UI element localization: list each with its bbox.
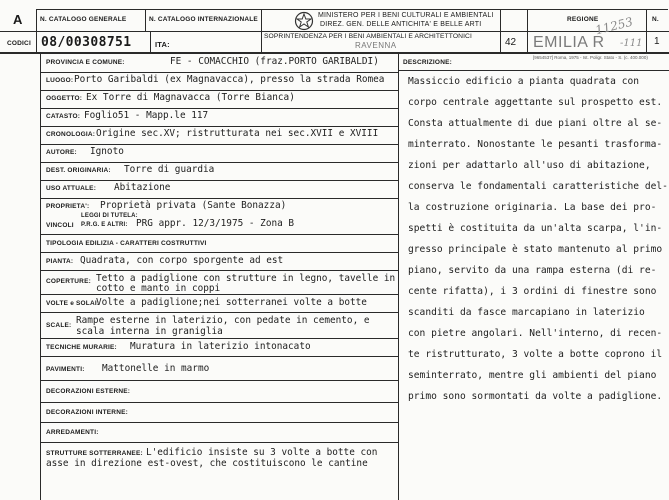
descrizione-line: corpo centrale aggettante sul prospetto est. [408, 97, 663, 108]
vincoli-label: VINCOLI [46, 222, 74, 229]
descrizione-rule [398, 70, 669, 71]
column-divider [398, 52, 399, 500]
pianta-label: PIANTA: [46, 258, 74, 265]
scale-label: SCALE: [46, 322, 72, 329]
proprieta-value: Proprietà privata (Sante Bonazza) [100, 200, 287, 211]
catalog-number: 08/00308751 [41, 35, 132, 50]
divider [40, 402, 398, 403]
catasto-label: CATASTO: [46, 113, 81, 120]
cronologia-value: Origine sec.XV; ristrutturata nei sec.XVII e XVIII [96, 128, 379, 139]
descrizione-line: con pietre angolari. Nell'interno, di recen- [408, 328, 663, 339]
descrizione-line: cente rifatta), i 3 ordini di finestre sono [408, 286, 657, 297]
provincia-value: FE - COMACCHIO (fraz.PORTO GARIBALDI) [170, 56, 379, 67]
divider [40, 72, 398, 73]
soprintendenza-city: RAVENNA [355, 41, 397, 50]
descrizione-line: seminterrato, mentre gli ambienti del piano [408, 370, 657, 381]
descrizione-line: scanditi da fasce marcapiano in laterizio [408, 307, 645, 318]
decorazioni-interne-label: DECORAZIONI INTERNE: [46, 409, 128, 416]
divider [40, 312, 398, 313]
header-bottom-line [0, 52, 669, 54]
pavimenti-value: Mattonelle in marmo [102, 363, 210, 374]
uso-attuale-label: USO ATTUALE: [46, 185, 97, 192]
descrizione-line: Massiccio edificio a pianta quadrata con [408, 76, 640, 87]
descrizione-line: la costruzione originaria. La base dei pro- [408, 202, 657, 213]
code-42: 42 [505, 37, 517, 48]
divider [40, 162, 398, 163]
descrizione-line: gresso principale è stato mantenuto al primo [408, 244, 663, 255]
dest-originaria-value: Torre di guardia [124, 164, 215, 175]
divider [40, 442, 398, 443]
strutture-value-1: L'edificio insiste su 3 volte a botte con [146, 447, 378, 458]
divider [40, 356, 398, 357]
divider [40, 338, 398, 339]
regione-value: EMILIA R [533, 34, 605, 51]
strutture-sotterranee-label: STRUTTURE SOTTERRANEE: [46, 450, 143, 457]
vincoli-value: PRG appr. 12/3/1975 - Zona B [136, 218, 295, 229]
divider [646, 9, 647, 52]
divider [40, 422, 398, 423]
ministry-line-2: DIREZ. GEN. DELLE ANTICHITA' E BELLE ARTI [320, 20, 482, 28]
descrizione-line: te ristrutturato, 3 volte a botte coprono il [408, 349, 663, 360]
decorazioni-esterne-label: DECORAZIONI ESTERNE: [46, 388, 131, 395]
descrizione-line: piano, servito da una rampa esterna (di re- [408, 265, 657, 276]
oggetto-label: OGGETTO: [46, 95, 83, 102]
divider [40, 108, 398, 109]
descrizione-line: Consta attualmente di due piani oltre al se- [408, 118, 663, 129]
n-label: N. [652, 16, 659, 23]
header-top-line [36, 9, 668, 10]
luogo-value: Porto Garibaldi (ex Magnavacca), presso la strada Romea [74, 74, 385, 85]
cronologia-label: CRONOLOGIA: [46, 131, 96, 138]
n-catalogo-internazionale-label: N. CATALOGO INTERNAZIONALE [149, 16, 258, 23]
proprieta-label: PROPRIETA': [46, 203, 90, 210]
pavimenti-label: PAVIMENTI: [46, 366, 85, 373]
n-catalogo-generale-label: N. CATALOGO GENERALE [40, 16, 127, 23]
tipologia-label: TIPOLOGIA EDILIZIA - CARATTERI COSTRUTTIVI [46, 240, 207, 247]
print-note: [9654537] Roma, 1975 - Ist. Poligr. Stato - S. (c. 400.000) [533, 55, 648, 60]
dest-originaria-label: DEST. ORIGINARIA: [46, 167, 111, 174]
coperture-label: COPERTURE: [46, 278, 91, 285]
divider [40, 198, 398, 199]
coperture-value-2: cotto e manto in coppi [96, 283, 221, 294]
divider [40, 126, 398, 127]
ministry-line-1: MINISTERO PER I BENI CULTURALI E AMBIENTALI [318, 12, 494, 19]
ministry-heading [318, 12, 494, 29]
catasto-value: Foglio51 - Mapp.le 117 [84, 110, 209, 121]
scale-value-2: scala interna in graniglia [76, 326, 223, 337]
strutture-value-2: asse in direzione est-ovest, che costituiscono le cantine [46, 458, 368, 469]
handwritten-number: 11253 [593, 14, 635, 38]
divider [40, 252, 398, 253]
prg-label: P.R.G. E ALTRI: [81, 222, 128, 228]
divider [40, 180, 398, 181]
divider [40, 234, 398, 235]
descrizione-line: conserva le fondamentali caratteristiche del- [408, 181, 668, 192]
soprintendenza: SOPRINTENDENZA PER I BENI AMBIENTALI E ARCHITETTONICI [264, 33, 472, 40]
divider [40, 144, 398, 145]
divider [261, 9, 262, 52]
divider [36, 9, 37, 52]
state-emblem-icon [294, 11, 314, 31]
autore-label: AUTORE: [46, 149, 77, 156]
divider [500, 9, 501, 52]
divider [527, 9, 528, 52]
scale-value-1: Rampe esterne in laterizio, con pedate in cemento, e [76, 315, 370, 326]
left-frame-line [40, 52, 41, 500]
regione-label: REGIONE [567, 16, 599, 23]
divider [150, 31, 151, 52]
descrizione-label: DESCRIZIONE: [403, 59, 452, 66]
leggi-tutela-label: LEGGI DI TUTELA: [81, 213, 138, 219]
header-mid-line [0, 31, 669, 32]
autore-value: Ignoto [90, 146, 124, 157]
descrizione-line: zioni per adattarlo all'uso di abitazione, [408, 160, 651, 171]
tecniche-murarie-value: Muratura in laterizio intonacato [130, 341, 311, 352]
volte-solai-value: Volte a padiglione;nei sotterranei volte a botte [96, 297, 367, 308]
oggetto-value: Ex Torre di Magnavacca (Torre Bianca) [86, 92, 295, 103]
divider [40, 380, 398, 381]
codici-label: CODICI [7, 40, 31, 47]
luogo-label: LUOGO: [46, 77, 74, 84]
ita-label: ITA: [155, 40, 170, 49]
card-number: 1 [654, 36, 660, 47]
section-letter: A [13, 12, 23, 27]
divider [40, 294, 398, 295]
descrizione-line: minterrato. Nonostante le pesanti trasforma- [408, 139, 663, 150]
descrizione-line: primo sono sormontati da volte a padiglione. [408, 391, 663, 402]
divider [40, 90, 398, 91]
divider [145, 9, 146, 31]
regione-note: -111 [620, 38, 643, 49]
volte-solai-label: VOLTE e SOLAI: [46, 300, 100, 307]
arredamenti-label: ARREDAMENTI: [46, 429, 99, 436]
divider [40, 270, 398, 271]
uso-attuale-value: Abitazione [114, 182, 171, 193]
descrizione-line: spetti è costituita da un'alta scarpa, l'in- [408, 223, 663, 234]
pianta-value: Quadrata, con corpo sporgente ad est [80, 255, 284, 266]
tecniche-murarie-label: TECNICHE MURARIE: [46, 344, 117, 351]
provincia-label: PROVINCIA E COMUNE: [46, 59, 125, 66]
coperture-value-1: Tetto a padiglione con strutture in legno, tavelle in [96, 273, 396, 284]
